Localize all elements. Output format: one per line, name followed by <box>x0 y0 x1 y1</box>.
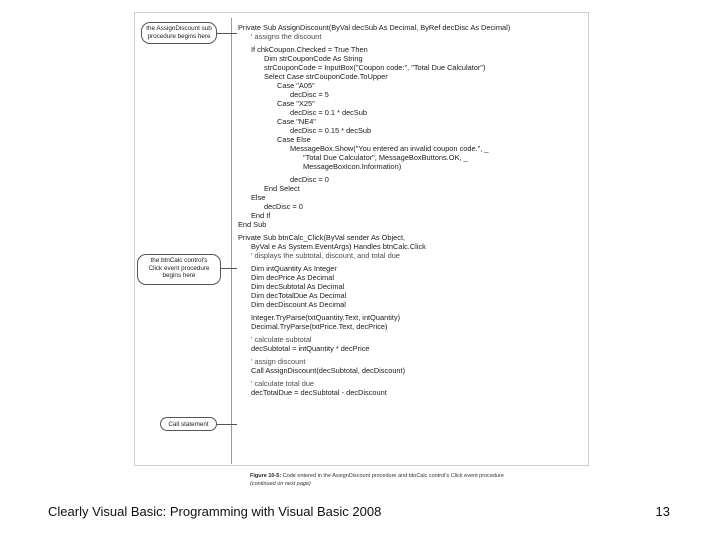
code-line: Case "A05" <box>277 81 315 90</box>
code-line: Case "NE4" <box>277 117 316 126</box>
code-line: Case Else <box>277 135 311 144</box>
code-line: decDisc = 5 <box>290 90 329 99</box>
code-line: decSubtotal = intQuantity * decPrice <box>251 344 370 353</box>
figure-label: Figure 10-5: <box>250 473 282 479</box>
callout-line: Click event procedure <box>148 264 210 272</box>
code-comment-line: ' calculate subtotal <box>251 335 312 344</box>
callout-line: Call statement <box>168 421 209 428</box>
callout-line: the AssignDiscount sub <box>146 25 212 32</box>
code-line: decTotalDue = decSubtotal - decDiscount <box>251 388 387 397</box>
code-line: Decimal.TryParse(txtPrice.Text, decPrice) <box>251 322 388 331</box>
code-line: Case "X25" <box>277 99 315 108</box>
code-line: End Select <box>264 184 300 193</box>
callout-leader <box>217 33 237 34</box>
code-line: End If <box>251 211 271 220</box>
footer-title: Clearly Visual Basic: Programming with Visual Basic 2008 <box>48 504 382 519</box>
callout-call-statement <box>160 417 217 431</box>
callout-line: the btnCalc control's <box>150 257 208 264</box>
code-line: decDisc = 0.15 * decSub <box>290 126 372 135</box>
page-number: 13 <box>655 504 670 519</box>
code-line: Dim decPrice As Decimal <box>251 273 334 282</box>
code-line: If chkCoupon.Checked = True Then <box>251 45 368 54</box>
code-line: MessageBox.Show("You entered an invalid coupon code.", _ <box>290 144 489 153</box>
code-line: Private Sub AssignDiscount(ByVal decSub As Decimal, ByRef decDisc As Decimal) <box>238 23 511 32</box>
callout-line: begins here <box>162 272 196 279</box>
figure-caption <box>250 472 504 488</box>
callout-assigndiscount <box>141 22 217 44</box>
code-line: Private Sub btnCalc_Click(ByVal sender As Object, <box>238 233 406 242</box>
code-line: End Sub <box>238 220 267 229</box>
code-line: Dim strCouponCode As String <box>264 54 363 63</box>
callout-leader <box>217 424 237 425</box>
figure-continued-note: (continued on next page) <box>250 481 311 487</box>
code-line: Dim decSubtotal As Decimal <box>251 282 345 291</box>
code-line: MessageBoxIcon.Information) <box>303 162 402 171</box>
code-line: Dim decDiscount As Decimal <box>251 300 346 309</box>
code-comment-line: ' assign discount <box>251 357 306 366</box>
code-line: Call AssignDiscount(decSubtotal, decDiscount) <box>251 366 406 375</box>
callout-btncalc <box>137 254 221 285</box>
margin-rule <box>231 18 232 464</box>
code-comment-line: ' displays the subtotal, discount, and total due <box>251 251 400 260</box>
figure-caption-text: Code entered in the AssignDiscount procedure and btnCalc control's Click event procedure <box>282 473 504 479</box>
code-line: Dim intQuantity As Integer <box>251 264 337 273</box>
code-line: "Total Due Calculator", MessageBoxButtons.OK, _ <box>303 153 468 162</box>
code-line: Dim decTotalDue As Decimal <box>251 291 347 300</box>
code-line: Else <box>251 193 266 202</box>
callout-leader <box>221 268 237 269</box>
code-line: decDisc = 0 <box>264 202 303 211</box>
code-line: Select Case strCouponCode.ToUpper <box>264 72 388 81</box>
code-line: decDisc = 0 <box>290 175 329 184</box>
code-line: strCouponCode = InputBox("Coupon code:", "Total Due Calculator") <box>264 63 486 72</box>
code-comment-line: ' calculate total due <box>251 379 315 388</box>
code-line: Integer.TryParse(txtQuantity.Text, intQuantity) <box>251 313 401 322</box>
callout-line: procedure begins here <box>147 32 211 40</box>
code-comment-line: ' assigns the discount <box>251 32 322 41</box>
code-line: ByVal e As System.EventArgs) Handles btnCalc.Click <box>251 242 426 251</box>
code-line: decDisc = 0.1 * decSub <box>290 108 368 117</box>
